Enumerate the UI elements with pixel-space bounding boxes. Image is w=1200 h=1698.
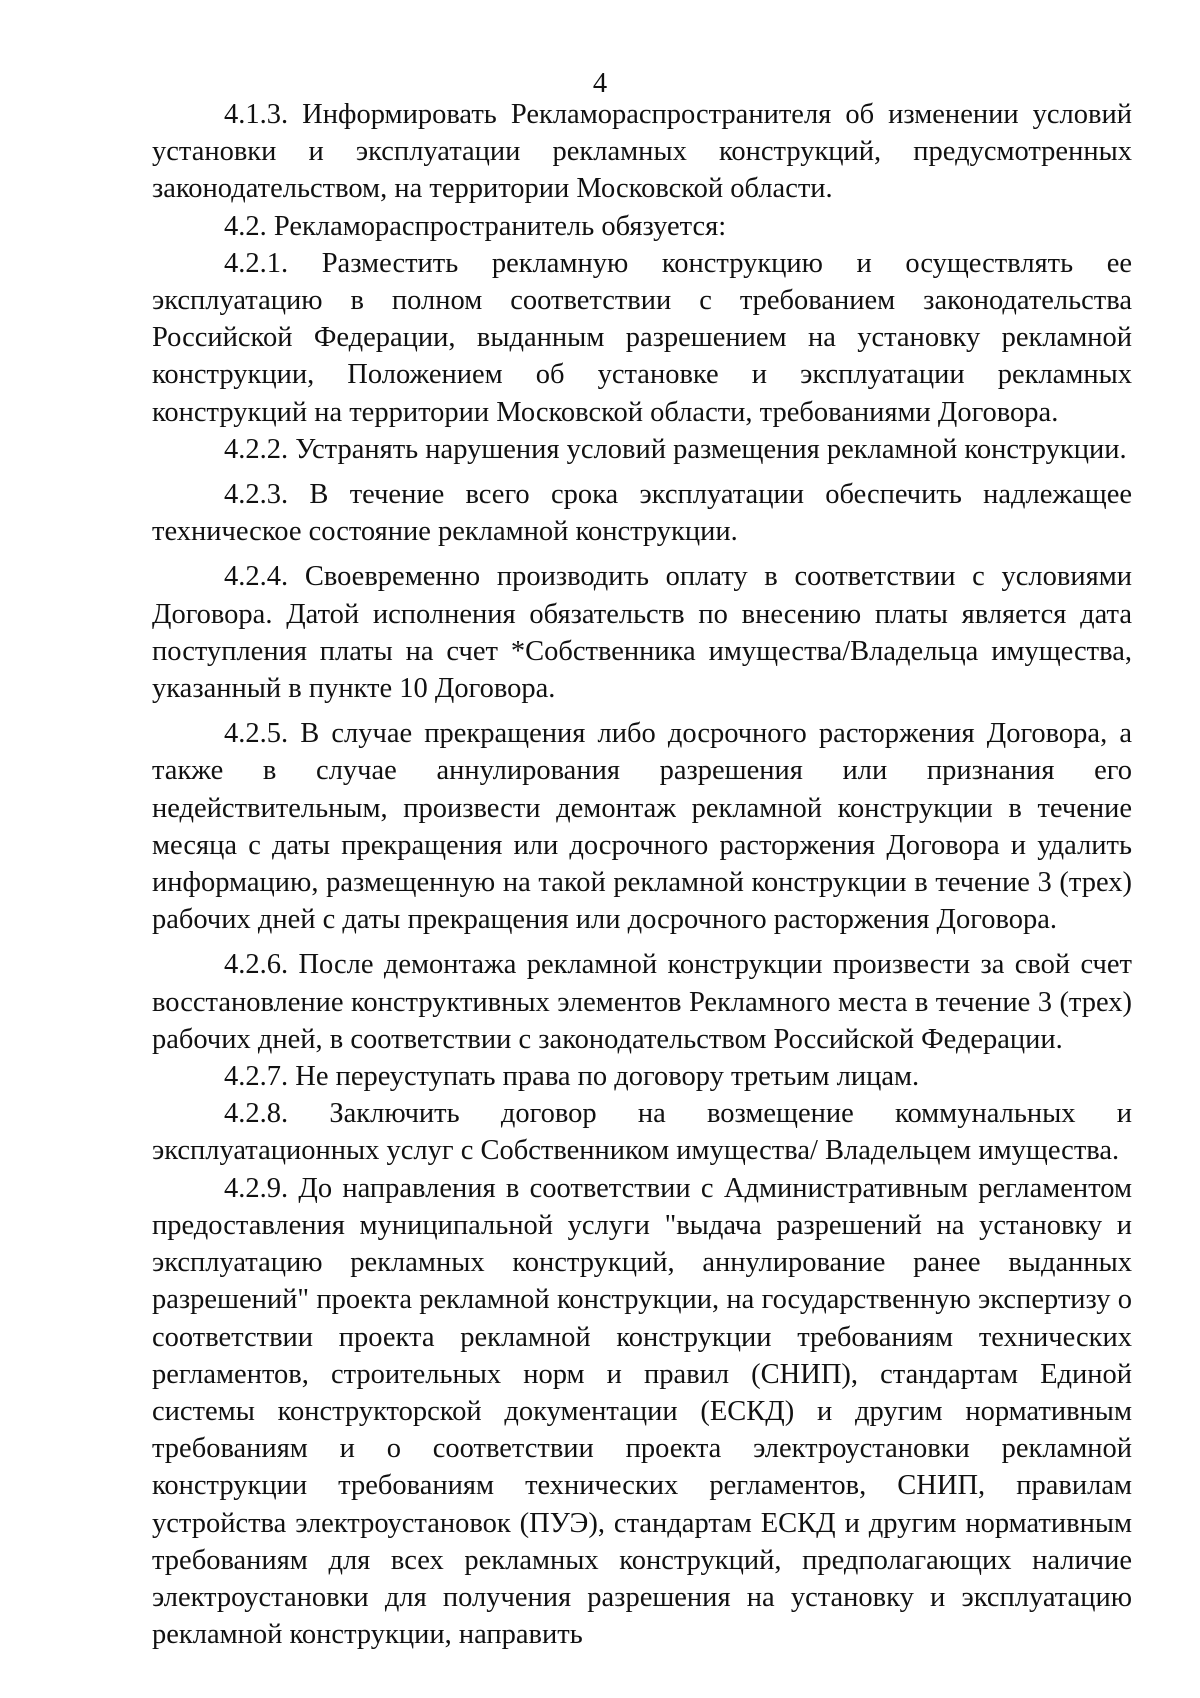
page-number: 4 [592, 68, 608, 99]
paragraph-4-2-5: 4.2.5. В случае прекращения либо досрочного расторжения Договора, а также в случае аннулирования разрешения или признания его недействительным, произвести демонтаж рекламной конструкции в течение месяца с даты прекращения или досрочного расторжения Договора и удалить информацию, размещенную на такой рекламной конструкции в течение 3 (трех) рабочих дней с даты прекращения или досрочного расторжения Договора. [152, 718, 1132, 936]
paragraph-4-2-4: 4.2.4. Своевременно производить оплату в соответствии с условиями Договора. Датой исполнения обязательств по внесению платы является дата поступления платы на счет *Собственника имущества/Владельца имущества, указанный в пункте 10 Договора. [152, 561, 1132, 705]
paragraph-4-1-3: 4.1.3. Информировать Рекламораспространителя об изменении условий установки и эксплуатации рекламных конструкций, предусмотренных законодательством, на территории Московской области. [152, 99, 1132, 205]
paragraph-4-2-7: 4.2.7. Не переуступать права по договору третьим лицам. [224, 1061, 920, 1093]
paragraph-4-2-2: 4.2.2. Устранять нарушения условий размещения рекламной конструкции. [224, 433, 1127, 465]
paragraph-4-2-6: 4.2.6. После демонтажа рекламной конструкции произвести за свой счет восстановление конструктивных элементов Рекламного места в течение 3 (трех) рабочих дней, в соответствии с законодательством Российской Федерации. [152, 949, 1132, 1055]
paragraph-4-2-3: 4.2.3. В течение всего срока эксплуатации обеспечить надлежащее техническое состояние рекламной конструкции. [152, 479, 1132, 548]
paragraph-4-2-1: 4.2.1. Разместить рекламную конструкцию и осуществлять ее эксплуатацию в полном соответствии с требованием законодательства Российской Федерации, выданным разрешением на установку рекламной конструкции, Положением об установке и эксплуатации рекламных конструкций на территории Московской области, требованиями Договора. [152, 247, 1132, 428]
paragraph-4-2: 4.2. Рекламораспространитель обязуется: [224, 210, 727, 242]
document-body [152, 96, 1132, 1653]
paragraph-4-2-8: 4.2.8. Заключить договор на возмещение коммунальных и эксплуатационных услуг с Собственником имущества/ Владельцем имущества. [152, 1098, 1132, 1167]
paragraph-4-2-9: 4.2.9. До направления в соответствии с Административным регламентом предоставления муниципальной услуги "выдача разрешений на установку и эксплуатацию рекламных конструкций, аннулирование ранее выданных разрешений" проекта рекламной конструкции, на государственную экспертизу о соответствии проекта рекламной конструкции требованиям технических регламентов, строительных норм и правил (СНИП), стандартам Единой системы конструкторской документации (ЕСКД) и другим нормативным требованиям и о соответствии проекта электроустановки рекламной конструкции требованиям технических регламентов, СНИП, правилам устройства электроустановок (ПУЭ), стандартам ЕСКД и другим нормативным требованиям для всех рекламных конструкций, предполагающих наличие электроустановки для получения разрешения на установку и эксплуатацию рекламной конструкции, направить [152, 1172, 1132, 1651]
